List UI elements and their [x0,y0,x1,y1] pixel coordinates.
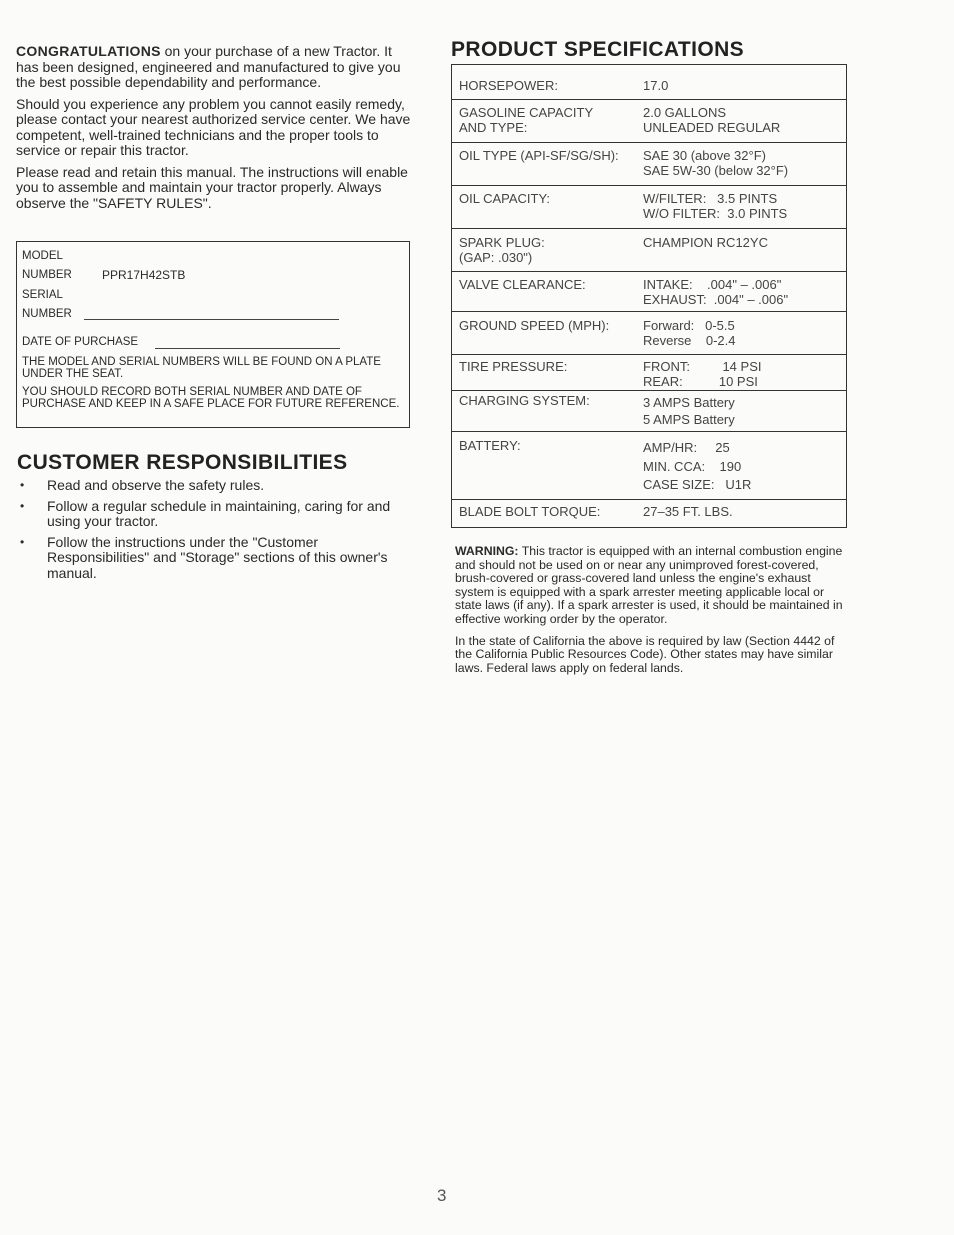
specs-heading: PRODUCT SPECIFICATIONS [451,38,745,61]
model-number-value: PPR17H42STB [102,267,186,282]
warning-text: This tractor is equipped with an internal combustion engine and should not be used on or near any unimproved forest-covered, brush-covered or grass-covered land unless the engine's exhaust system is equipped with a spark arrester meeting applicable local or state laws (if any). If a spark arrester is used, it should be maintained in effective working order by the operator. [455,544,843,626]
spec-label: TIRE PRESSURE: [459,359,568,374]
spec-label: GASOLINE CAPACITY AND TYPE: [459,105,593,135]
spec-row-spark-plug [452,229,846,272]
congratulations-lead: CONGRATULATIONS [16,43,161,59]
customer-heading: CUSTOMER RESPONSIBILITIES [17,451,348,474]
bullet-dot: • [20,498,25,513]
spec-label: BATTERY: [459,438,521,453]
serial-label: SERIAL [22,289,63,301]
spec-value: SAE 30 (above 32°F) SAE 5W-30 (below 32°F) [643,148,789,178]
intro-text-1: on your purchase of a new Tractor. It has been designed, engineered and manufactured to give you the best possible dependability and performance. [16,43,401,90]
date-of-purchase-label: DATE OF PURCHASE [22,336,139,348]
model-label: MODEL [22,250,63,262]
bullet-item [18,535,414,582]
spec-value: W/FILTER: 3.5 PINTS W/O FILTER: 3.0 PINTS [643,191,788,221]
date-of-purchase-row [22,336,403,349]
spec-label: CHARGING SYSTEM: [459,393,590,408]
spec-label: SPARK PLUG: (GAP: .030") [459,235,545,265]
spec-row-ground-speed [452,312,846,355]
serial-number-row [22,308,403,321]
customer-bullets [18,478,414,586]
bullet-item [18,499,414,530]
spec-row-valve-clearance [452,272,846,312]
specs-table [451,64,847,528]
spec-row-horsepower [452,65,846,100]
spec-row-oil-capacity [452,186,846,229]
spec-value: Forward: 0-5.5 Reverse 0-2.4 [643,318,736,348]
warning-paragraph [455,545,851,627]
california-paragraph: In the state of California the above is required by law (Section 4442 of the California Public Resources Code). Other states may have similar laws. Federal laws apply on federal lands. [455,633,835,675]
intro-paragraph-2: Should you experience any problem you cannot easily remedy, please contact your nearest authorized service center. We have competent, well-trained technicians and the proper tools to service or repair this tractor. [16,95,411,158]
spec-row-charging-system [452,391,846,432]
spec-value: CHAMPION RC12YC [643,235,768,250]
date-of-purchase-line [155,337,340,349]
spec-label: VALVE CLEARANCE: [459,277,586,292]
model-note-2: YOU SHOULD RECORD BOTH SERIAL NUMBER AND DATE OF PURCHASE AND KEEP IN A SAFE PLACE FOR FUTURE REFERENCE. [22,385,400,410]
spec-label: BLADE BOLT TORQUE: [459,504,601,519]
model-serial-box [16,241,410,428]
spec-value: 27–35 FT. LBS. [643,504,733,519]
spec-value: 2.0 GALLONS UNLEADED REGULAR [643,105,781,135]
serial-number-label: NUMBER [22,307,72,320]
page-number: 3 [437,1186,447,1205]
bullet-text: Read and observe the safety rules. [47,477,265,493]
model-note-1: THE MODEL AND SERIAL NUMBERS WILL BE FOUND ON A PLATE UNDER THE SEAT. [22,355,381,380]
spec-row-battery [452,432,846,500]
intro-section [16,44,412,217]
spec-row-oil-type [452,143,846,186]
spec-label: HORSEPOWER: [459,78,558,93]
spec-value: 17.0 [643,78,669,93]
serial-number-line [84,308,339,320]
bullet-dot: • [20,478,25,492]
spec-row-tire-pressure [452,355,846,391]
bullet-text: Follow a regular schedule in maintaining, caring for and using your tractor. [47,497,391,529]
spec-row-blade-bolt-torque [452,500,846,528]
spec-value: INTAKE: .004" – .006" EXHAUST: .004" – .006" [643,277,789,307]
spec-label: OIL TYPE (API-SF/SG/SH): [459,148,619,163]
intro-paragraph-3: Please read and retain this manual. The instructions will enable you to assemble and maintain your tractor properly. Always observe the "SAFETY RULES". [16,163,408,211]
model-number-label: NUMBER [22,268,72,281]
spec-value: FRONT: 14 PSI REAR: 10 PSI [643,359,762,389]
bullet-item [18,478,414,494]
spec-value: AMP/HR: 25 MIN. CCA: 190 CASE SIZE: U1R [643,440,752,492]
model-number-row [22,269,403,282]
bullet-dot: • [20,534,25,549]
warning-section [455,545,851,683]
spec-value: 3 AMPS Battery 5 AMPS Battery [643,395,735,427]
spec-label: OIL CAPACITY: [459,191,551,206]
warning-lead: WARNING: [455,544,519,558]
spec-row-gasoline [452,100,846,143]
bullet-text: Follow the instructions under the "Customer Responsibilities" and "Storage" sections of this owner's manual. [47,533,388,581]
spec-label: GROUND SPEED (MPH): [459,318,610,333]
intro-paragraph-1 [16,44,412,91]
